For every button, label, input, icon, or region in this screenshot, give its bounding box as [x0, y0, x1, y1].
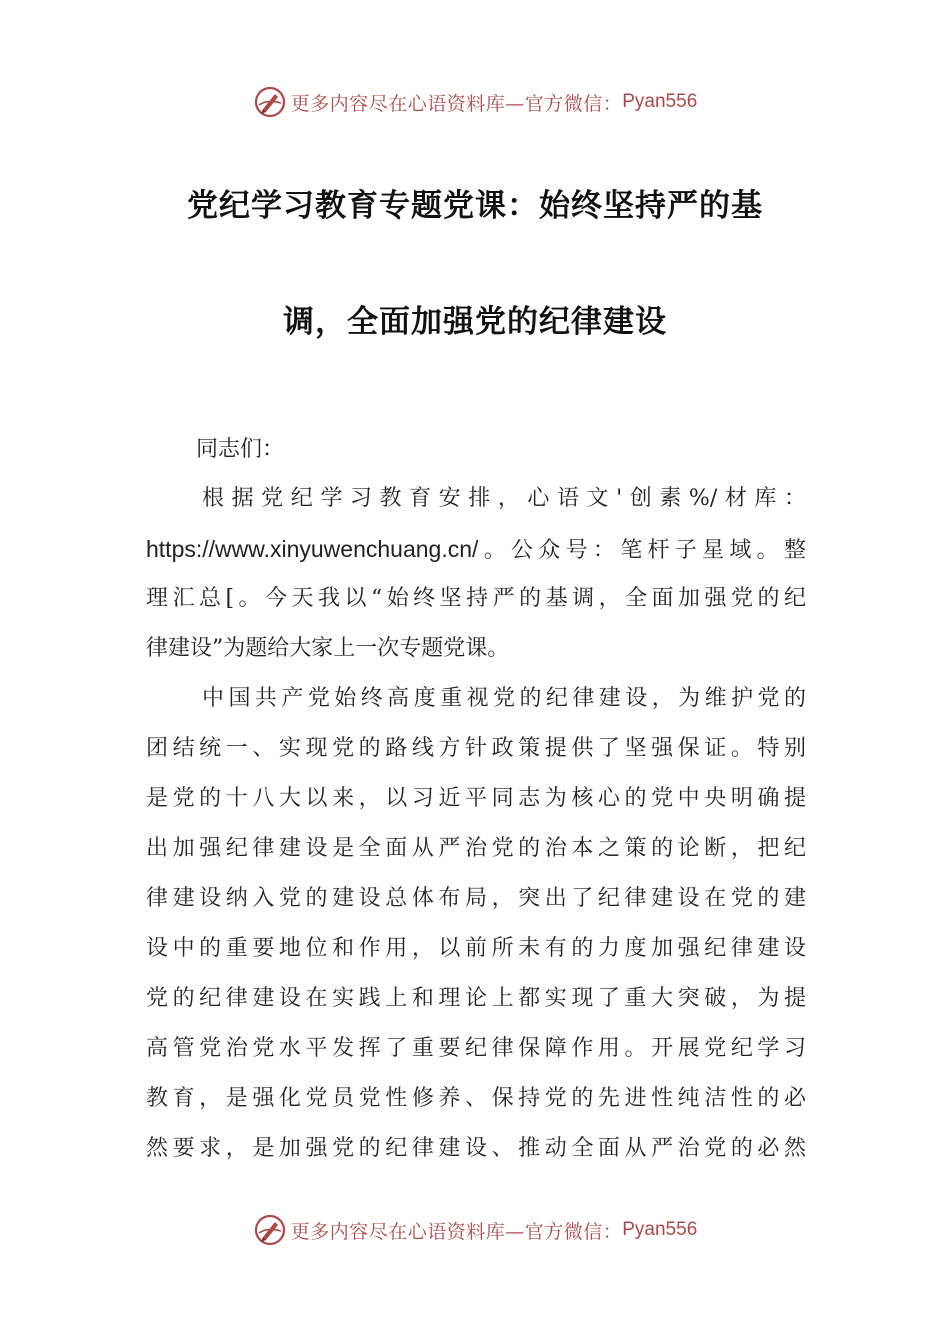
para1-line-4: 律建设”为题给大家上一次专题党课。 [146, 636, 510, 661]
para2-line: 团结统一、实现党的路线方针政策提供了坚强保证。特别 [146, 736, 806, 761]
banner-text: 更多内容尽在心语资料库—官方微信： [290, 1220, 623, 1243]
pen-logo-icon [253, 85, 287, 119]
para2-line: 是党的十八大以来，以习近平同志为核心的党中央明确提 [146, 786, 806, 811]
header-banner [0, 82, 950, 122]
pen-logo-icon [253, 1213, 287, 1247]
banner-text: 更多内容尽在心语资料库—官方微信： [290, 92, 623, 115]
para1-line-1: 根据党纪学习教育安排，心语文'创素%/材库： [202, 486, 806, 511]
doc-title-line-2: 调，全面加强党的纪律建设 [283, 304, 667, 340]
para2-line: 出加强纪律建设是全面从严治党的治本之策的论断，把纪 [146, 836, 806, 861]
para2-line: 然要求，是加强党的纪律建设、推动全面从严治党的必然 [146, 1136, 806, 1161]
para2-line: 高管党治党水平发挥了重要纪律保障作用。开展党纪学习 [146, 1036, 806, 1061]
para2-line: 党的纪律建设在实践上和理论上都实现了重大突破，为提 [146, 986, 806, 1011]
para1-line-3: 理汇总[。今天我以“始终坚持严的基调，全面加强党的纪 [146, 586, 806, 611]
paragraph-2 [146, 674, 806, 1174]
para2-line: 中国共产党始终高度重视党的纪律建设，为维护党的 [202, 686, 806, 711]
para1-line-2-rest: 。公众号：笔杆子星域。整 [478, 538, 806, 563]
wechat-id: Pyan556 [622, 1219, 698, 1240]
para2-line: 设中的重要地位和作用，以前所未有的力度加强纪律建设 [146, 936, 806, 961]
salutation: 同志们： [196, 437, 285, 462]
footer-banner [0, 1210, 950, 1250]
doc-title-line-1: 党纪学习教育专题党课：始终坚持严的基 [187, 188, 763, 224]
paragraph-1 [146, 474, 806, 674]
website-url: https://www.xinyuwenchuang.cn/ [146, 536, 479, 562]
para2-line: 律建设纳入党的建设总体布局，突出了纪律建设在党的建 [146, 886, 806, 911]
para2-line: 教育，是强化党员党性修养、保持党的先进性纯洁性的必 [146, 1086, 806, 1111]
para1-line-2 [146, 524, 806, 574]
wechat-id: Pyan556 [622, 91, 698, 112]
